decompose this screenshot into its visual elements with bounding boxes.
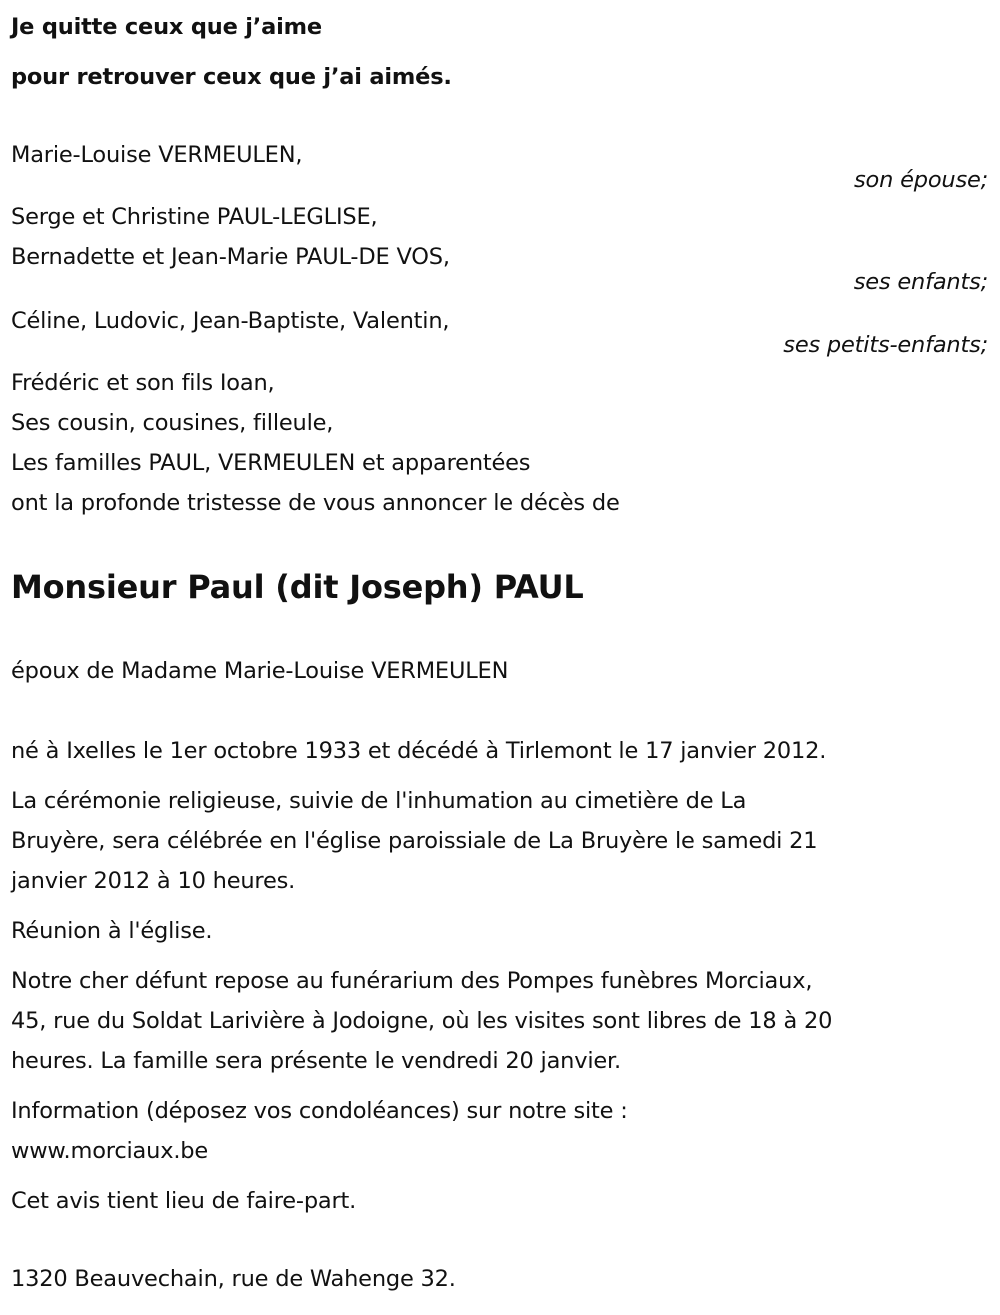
other-family: Frédéric et son fils Ioan, <box>11 370 275 396</box>
spouse-of: époux de Madame Marie-Louise VERMEULEN <box>11 658 509 684</box>
children-role: ses enfants; <box>853 269 988 295</box>
deceased-name: Monsieur Paul (dit Joseph) PAUL <box>11 568 584 606</box>
meeting: Réunion à l'église. <box>11 918 213 944</box>
ceremony-line: La cérémonie religieuse, suivie de l'inhumation au cimetière de La <box>11 788 747 814</box>
address: 1320 Beauvechain, rue de Wahenge 32. <box>11 1266 456 1292</box>
ceremony-line: Bruyère, sera célébrée en l'église paroissiale de La Bruyère le samedi 21 <box>11 828 818 854</box>
spouse-role: son épouse; <box>854 167 988 193</box>
grandchildren-role: ses petits-enfants; <box>783 332 988 358</box>
epigraph-line: Je quitte ceux que j’aime <box>11 14 322 40</box>
spouse-name: Marie-Louise VERMEULEN, <box>11 142 303 168</box>
grandchildren-names: Céline, Ludovic, Jean-Baptiste, Valentin, <box>11 308 450 334</box>
child-name: Bernadette et Jean-Marie PAUL-DE VOS, <box>11 244 450 270</box>
other-family: Ses cousin, cousines, filleule, <box>11 410 334 436</box>
website-link[interactable]: www.morciaux.be <box>11 1138 208 1164</box>
notice: Cet avis tient lieu de faire-part. <box>11 1188 357 1214</box>
funerarium-line: heures. La famille sera présente le vendredi 20 janvier. <box>11 1048 621 1074</box>
epigraph-line: pour retrouver ceux que j’ai aimés. <box>11 64 452 90</box>
birth-death: né à Ixelles le 1er octobre 1933 et décédé à Tirlemont le 17 janvier 2012. <box>11 738 827 764</box>
funerarium-line: 45, rue du Soldat Larivière à Jodoigne, où les visites sont libres de 18 à 20 <box>11 1008 833 1034</box>
other-family: Les familles PAUL, VERMEULEN et apparentées <box>11 450 531 476</box>
child-name: Serge et Christine PAUL-LEGLISE, <box>11 204 378 230</box>
announcement: ont la profonde tristesse de vous annoncer le décès de <box>11 490 620 516</box>
info-text: Information (déposez vos condoléances) sur notre site : <box>11 1098 628 1124</box>
funerarium-line: Notre cher défunt repose au funérarium des Pompes funèbres Morciaux, <box>11 968 813 994</box>
ceremony-line: janvier 2012 à 10 heures. <box>11 868 296 894</box>
